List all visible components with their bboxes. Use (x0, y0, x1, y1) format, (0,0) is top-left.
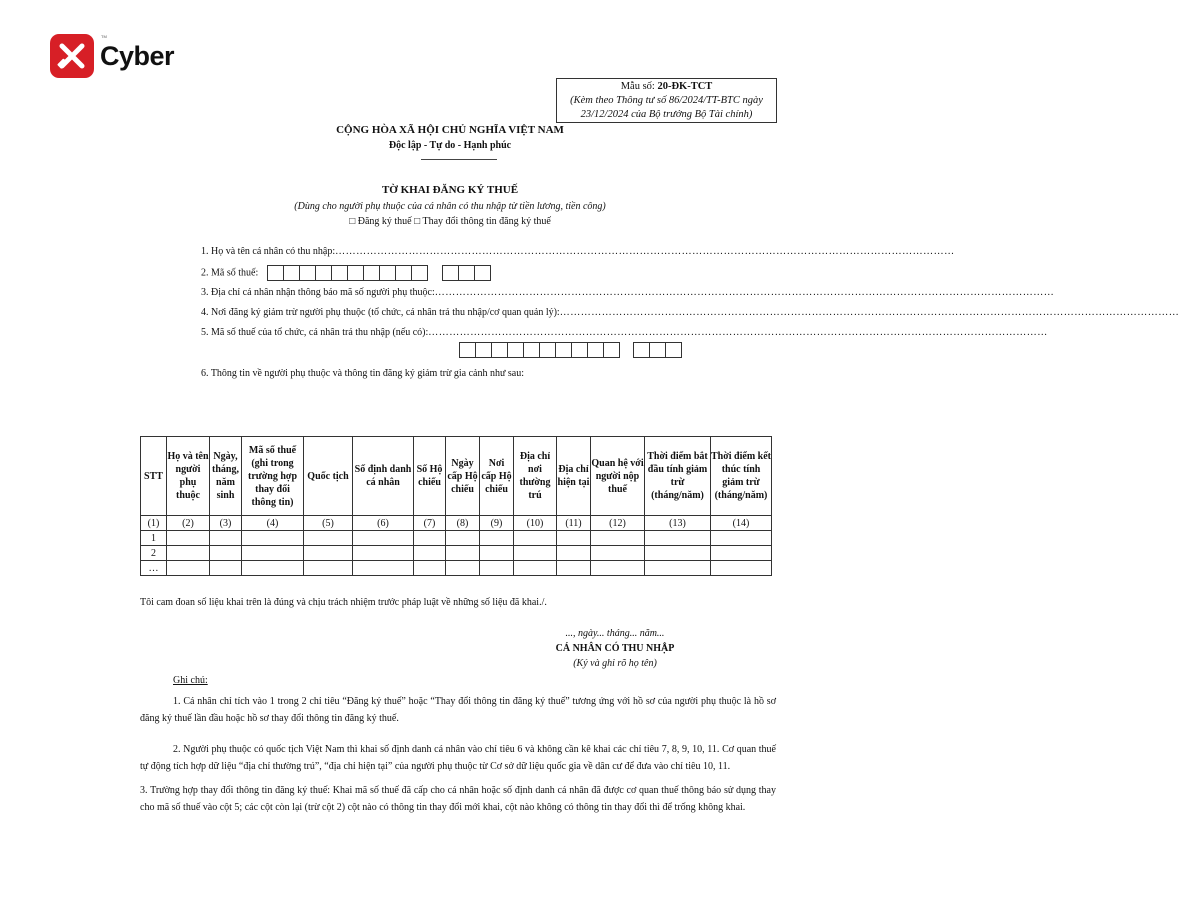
table-row (141, 531, 772, 546)
note-1: 1. Cá nhân chỉ tích vào 1 trong 2 chỉ tiêu “Đăng ký thuế” hoặc “Thay đổi thông tin đăng ký thuế” tương ứng với hồ sơ của người phụ thuộc là hồ sơ đăng ký thuế lần đầu hoặc hồ sơ thay đổi thông tin đăng ký thuế. (140, 696, 776, 724)
tax-code-boxes (267, 265, 428, 281)
note-3: 3. Trường hợp thay đổi thông tin đăng ký thuế: Khai mã số thuế đã cấp cho cá nhân hoặc số định danh cá nhân đã được cơ quan thuế thông báo sử dụng thay cho mã số thuế vào cột 5; các cột còn lại (trừ cột 2) cột nào có thông tin thay đổi mới khai, cột nào không có thông tin thay đổi thì để trống không khai. (140, 785, 776, 813)
col-header: Số Hộ chiếu (414, 437, 446, 516)
form-code-line3: 23/12/2024 của Bộ trưởng Bộ Tài chính) (580, 109, 753, 120)
col-number: (5) (304, 516, 353, 531)
field-dots: …………………………………………………………………………………………………………………………………………………………… (559, 307, 1179, 318)
col-header: Quan hệ với người nộp thuế (591, 437, 645, 516)
field-deduction-place: 4. Nơi đăng ký giảm trừ người phụ thuộc (tổ chức, cá nhân trả thu nhập/cơ quan quản lý):…………………………………………………………………………………………………………………………………………………………… (201, 307, 1179, 318)
tax-code-suffix-boxes (442, 265, 491, 281)
col-header: Số định danh cá nhân (353, 437, 414, 516)
field-dots: …………………………………………………………………………………………………………………………………………………………… (428, 327, 1048, 338)
col-number: (11) (557, 516, 591, 531)
col-number: (2) (167, 516, 210, 531)
signature-date: ..., ngày... tháng... năm... (565, 628, 665, 639)
col-number: (4) (242, 516, 304, 531)
col-number: (3) (210, 516, 242, 531)
title-separator (421, 159, 497, 160)
field-taxpayer-name: 1. Họ và tên cá nhân có thu nhập:…………………………………………………………………………………………………………………………………………………………… (201, 246, 955, 257)
dependent-table (140, 436, 772, 576)
col-header: Thời điểm bắt đầu tính giảm trừ (tháng/năm) (645, 437, 711, 516)
cyber-logo-text: Cyber (100, 40, 175, 71)
field-dots: …………………………………………………………………………………………………………………………………………………………… (434, 287, 1055, 298)
table-row (141, 561, 772, 576)
col-header: Thời điểm kết thúc tính giảm trừ (tháng/năm) (711, 437, 772, 516)
col-header: Quốc tịch (304, 437, 353, 516)
motto: Độc lập - Tự do - Hạnh phúc (388, 140, 512, 151)
col-number: (1) (141, 516, 167, 531)
col-number: (8) (446, 516, 480, 531)
form-code-box (556, 78, 777, 123)
col-header: Mã số thuế (ghi trong trường hợp thay đổi thông tin) (242, 437, 304, 516)
field-notice-address: 3. Địa chỉ cá nhân nhận thông báo mã số người phụ thuộc:…………………………………………………………………………………………………………………………………………………………… (201, 287, 1055, 298)
form-code-line1: Mẫu số: 20-ĐK-TCT (620, 81, 713, 92)
signature-role: CÁ NHÂN CÓ THU NHẬP (555, 643, 675, 654)
cyber-logo-mark-icon (50, 34, 94, 78)
col-number: (14) (711, 516, 772, 531)
commitment-statement: Tôi cam đoan số liệu khai trên là đúng và chịu trách nhiệm trước pháp luật về những số liệu đã khai./. (140, 597, 547, 608)
table-col-number-row (141, 516, 772, 531)
form-title: TỜ KHAI ĐĂNG KÝ THUẾ (381, 184, 519, 196)
col-number: (12) (591, 516, 645, 531)
signature-note: (Ký và ghi rõ họ tên) (573, 658, 657, 669)
field-tax-code: 2. Mã số thuế: (201, 265, 491, 281)
row-number: 2 (141, 546, 167, 561)
col-number: (10) (514, 516, 557, 531)
col-header: Họ và tên người phụ thuộc (167, 437, 210, 516)
col-header: Ngày cấp Hộ chiếu (446, 437, 480, 516)
col-number: (7) (414, 516, 446, 531)
field-dependent-info: 6. Thông tin về người phụ thuộc và thông tin đăng ký giảm trừ gia cảnh như sau: (201, 368, 524, 379)
col-number: (9) (480, 516, 514, 531)
row-number: 1 (141, 531, 167, 546)
logo-trademark: TM (101, 34, 107, 39)
nation-heading: CỘNG HÒA XÃ HỘI CHỦ NGHĨA VIỆT NAM (336, 124, 564, 136)
field-payer-tax-code: 5. Mã số thuế của tổ chức, cá nhân trả thu nhập (nếu có):…………………………………………………………………………………………………………………………………………………………… (201, 327, 1048, 338)
cyber-logo (50, 34, 174, 78)
form-subtitle: (Dùng cho người phụ thuộc của cá nhân có thu nhập từ tiền lương, tiền công) (294, 201, 606, 212)
registration-type-options: □ Đăng ký thuế □ Thay đổi thông tin đăng ký thuế (349, 216, 551, 227)
col-header: Địa chỉ hiện tại (557, 437, 591, 516)
col-number: (6) (353, 516, 414, 531)
form-code-line2: (Kèm theo Thông tư số 86/2024/TT-BTC ngày (570, 95, 763, 106)
field-dots: …………………………………………………………………………………………………………………………………………………………… (335, 246, 955, 257)
col-header: Địa chỉ nơi thường trú (514, 437, 557, 516)
col-header: STT (141, 437, 167, 516)
col-header: Ngày, tháng, năm sinh (210, 437, 242, 516)
notes-heading: Ghi chú: (173, 675, 208, 686)
col-number: (13) (645, 516, 711, 531)
note-2: 2. Người phụ thuộc có quốc tịch Việt Nam thì khai số định danh cá nhân vào chỉ tiêu 6 và không cần kê khai các chỉ tiêu 7, 8, 9, 10, 11. Cơ quan thuế tự động tích hợp dữ liệu “địa chỉ thường trú”, “địa chỉ hiện tại” của người phụ thuộc từ Cơ sở dữ liệu quốc gia về dân cư để đưa vào chỉ tiêu 10, 11. (140, 744, 776, 772)
col-header: Nơi cấp Hộ chiếu (480, 437, 514, 516)
row-number: … (141, 561, 167, 576)
table-header-row (141, 437, 772, 516)
payer-tax-code-boxes-row (459, 342, 682, 358)
table-row (141, 546, 772, 561)
payer-tax-code-boxes (459, 342, 620, 358)
payer-tax-code-suffix-boxes (633, 342, 682, 358)
